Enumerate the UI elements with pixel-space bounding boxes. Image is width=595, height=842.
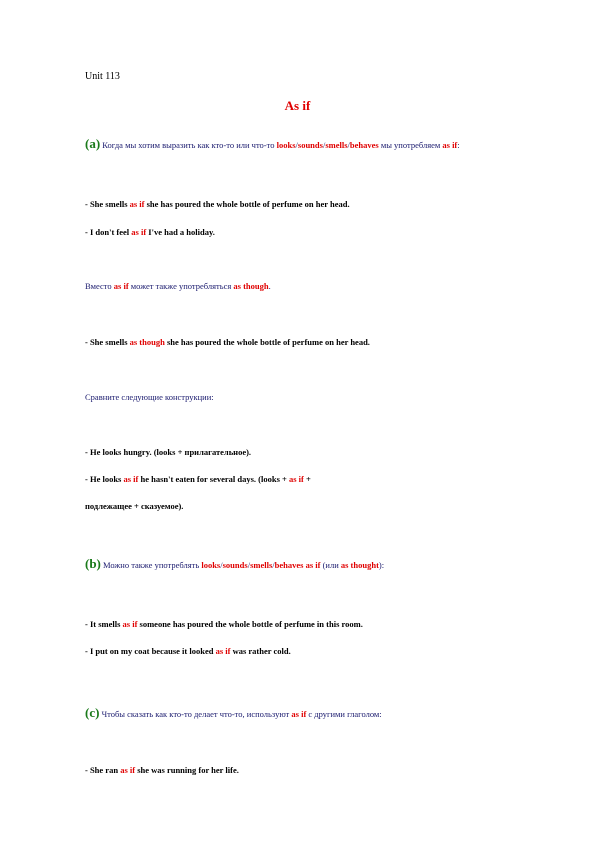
text-span: / — [347, 140, 350, 150]
text-span: Можно также употреблять — [100, 560, 202, 570]
example-sentence — [85, 447, 251, 458]
highlighted-term: looks — [276, 140, 296, 150]
section-marker: (b) — [85, 556, 101, 571]
example-sentence — [85, 619, 363, 630]
section-marker: (a) — [85, 136, 101, 151]
text-span: - I don't feel — [85, 227, 132, 237]
highlighted-term: as though — [129, 337, 165, 347]
text-span: подлежащее + сказуемое). — [85, 501, 184, 511]
text-span: . — [268, 281, 271, 291]
highlighted-term: behaves — [274, 560, 304, 570]
text-span: I've had a holiday. — [146, 227, 215, 237]
text-span: he hasn't eaten for several days. (looks + — [138, 474, 289, 484]
text-span: + — [303, 474, 311, 484]
text-span: Когда мы хотим выразить как кто-то или что-то — [100, 140, 277, 150]
text-span: - He looks hungry. (looks + прилагательное). — [85, 447, 252, 457]
example-sentence — [85, 199, 350, 210]
example-continuation — [85, 501, 183, 512]
highlighted-term: as if — [442, 140, 458, 150]
text-span: ): — [378, 560, 385, 570]
section-c-heading — [85, 707, 382, 720]
example-sentence — [85, 227, 215, 238]
example-sentence — [85, 765, 239, 776]
section-a-heading — [85, 138, 460, 151]
text-span: / — [247, 560, 251, 570]
text-span: может также употребляться — [128, 281, 234, 291]
text-span: - He looks — [85, 474, 124, 484]
highlighted-term: as though — [233, 281, 269, 291]
unit-label: Unit 113 — [85, 71, 120, 82]
example-sentence — [85, 474, 311, 485]
highlighted-term: as if — [113, 281, 129, 291]
highlighted-term: as if — [215, 646, 231, 656]
text-span: : — [457, 140, 460, 150]
highlighted-term: as thought — [340, 560, 379, 570]
text-span: / — [295, 140, 298, 150]
highlighted-term: as if — [129, 199, 145, 209]
page-title: As if — [284, 98, 311, 113]
highlighted-term: behaves — [349, 140, 379, 150]
section-marker: (c) — [85, 705, 100, 720]
text-span: - She smells — [85, 199, 130, 209]
highlighted-term: smells — [250, 560, 273, 570]
text-span: Вместо — [85, 281, 114, 291]
text-span: someone has poured the whole bottle of perfume in this room. — [137, 619, 363, 629]
text-span: (или — [320, 560, 341, 570]
highlighted-term: as if — [122, 619, 138, 629]
highlighted-term: as if — [288, 474, 304, 484]
highlighted-term: as if — [123, 474, 139, 484]
text-span: - It smells — [85, 619, 123, 629]
text-span: she has poured the whole bottle of perfume on her head. — [144, 199, 350, 209]
rule-note — [85, 392, 214, 403]
text-span: Сравните следующие конструкции: — [85, 392, 214, 402]
example-sentence — [85, 337, 370, 348]
text-span: - I put on my coat because it looked — [85, 646, 216, 656]
highlighted-term: as if — [120, 765, 136, 775]
rule-note — [85, 281, 271, 292]
text-span: she has poured the whole bottle of perfume on her head. — [164, 337, 370, 347]
text-span: мы употребляем — [378, 140, 443, 150]
text-span: / — [220, 560, 223, 570]
text-span: / — [322, 140, 326, 150]
highlighted-term: as if — [305, 560, 321, 570]
highlighted-term: smells — [325, 140, 348, 150]
text-span: - She ran — [85, 765, 121, 775]
highlighted-term: looks — [201, 560, 221, 570]
example-sentence — [85, 646, 291, 657]
text-span: с другими глаголом: — [306, 709, 382, 719]
text-span: she was running for her life. — [135, 765, 239, 775]
highlighted-term: sounds — [297, 140, 323, 150]
text-span: - She smells — [85, 337, 130, 347]
highlighted-term: as if — [131, 227, 147, 237]
text-span: was rather cold. — [230, 646, 291, 656]
section-b-heading — [85, 558, 384, 571]
highlighted-term: as if — [291, 709, 307, 719]
text-span: Чтобы сказать как кто-то делает что-то, используют — [99, 709, 292, 719]
highlighted-term: sounds — [222, 560, 248, 570]
text-span: / — [272, 560, 275, 570]
